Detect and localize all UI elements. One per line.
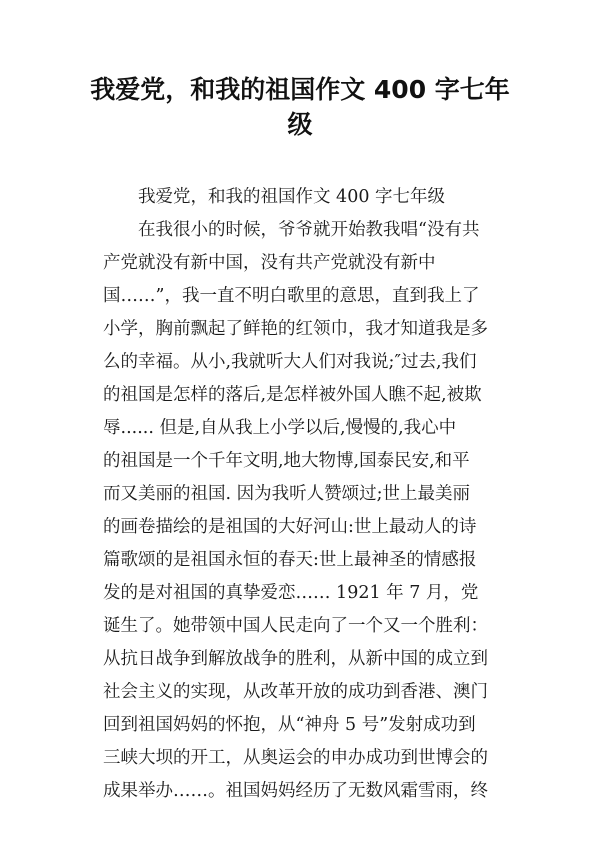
text-line: 小学，胸前飘起了鲜艳的红领巾，我才知道我是多 <box>103 319 488 339</box>
text-line: 成果举办……。祖国妈妈经历了无数风霜雪雨，终 <box>103 781 488 801</box>
text-line: 回到祖国妈妈的怀抱，从“神舟 5 号”发射成功到 <box>103 715 476 735</box>
text-line: 从抗日战争到解放战争的胜利，从新中国的成立到 <box>103 649 488 669</box>
text-line: 辱...... 但是,自从我上小学以后,慢慢的,我心中 <box>103 418 457 438</box>
text-line-subtitle: 我爱党，和我的祖国作文 400 字七年级 <box>138 187 446 207</box>
text-line: 的祖国是一个千年文明,地大物博,国泰民安,和平 <box>103 451 470 471</box>
text-line: 发的是对祖国的真挚爱恋…… 1921 年 7 月，党 <box>103 583 479 603</box>
essay-body <box>103 181 498 808</box>
text-line: 三峡大坝的开工，从奥运会的申办成功到世博会的 <box>103 748 488 768</box>
text-line: 篇歌颂的是祖国永恒的春天:世上最神圣的情感报 <box>103 550 477 570</box>
document-title: 我爱党，和我的祖国作文 400 字七年级 <box>90 75 510 139</box>
text-line: 么的幸福。从小,我就听大人们对我说;″过去,我们 <box>103 352 477 372</box>
text-line: 而又美丽的祖国. 因为我听人赞颂过;世上最美丽 <box>103 484 471 504</box>
text-line: 的祖国是怎样的落后,是怎样被外国人瞧不起,被欺 <box>103 385 482 405</box>
text-line: 诞生了。她带领中国人民走向了一个又一个胜利： <box>103 616 488 636</box>
text-line: 产党就没有新中国，没有共产党就没有新中 <box>103 253 436 273</box>
text-line: 社会主义的实现，从改革开放的成功到香港、澳门 <box>103 682 488 702</box>
text-line: 在我很小的时候，爷爷就开始教我唱“没有共 <box>138 220 480 240</box>
text-line: 的画卷描绘的是祖国的大好河山:世上最动人的诗 <box>103 517 477 537</box>
text-line: 国……”，我一直不明白歌里的意思，直到我上了 <box>103 286 480 306</box>
